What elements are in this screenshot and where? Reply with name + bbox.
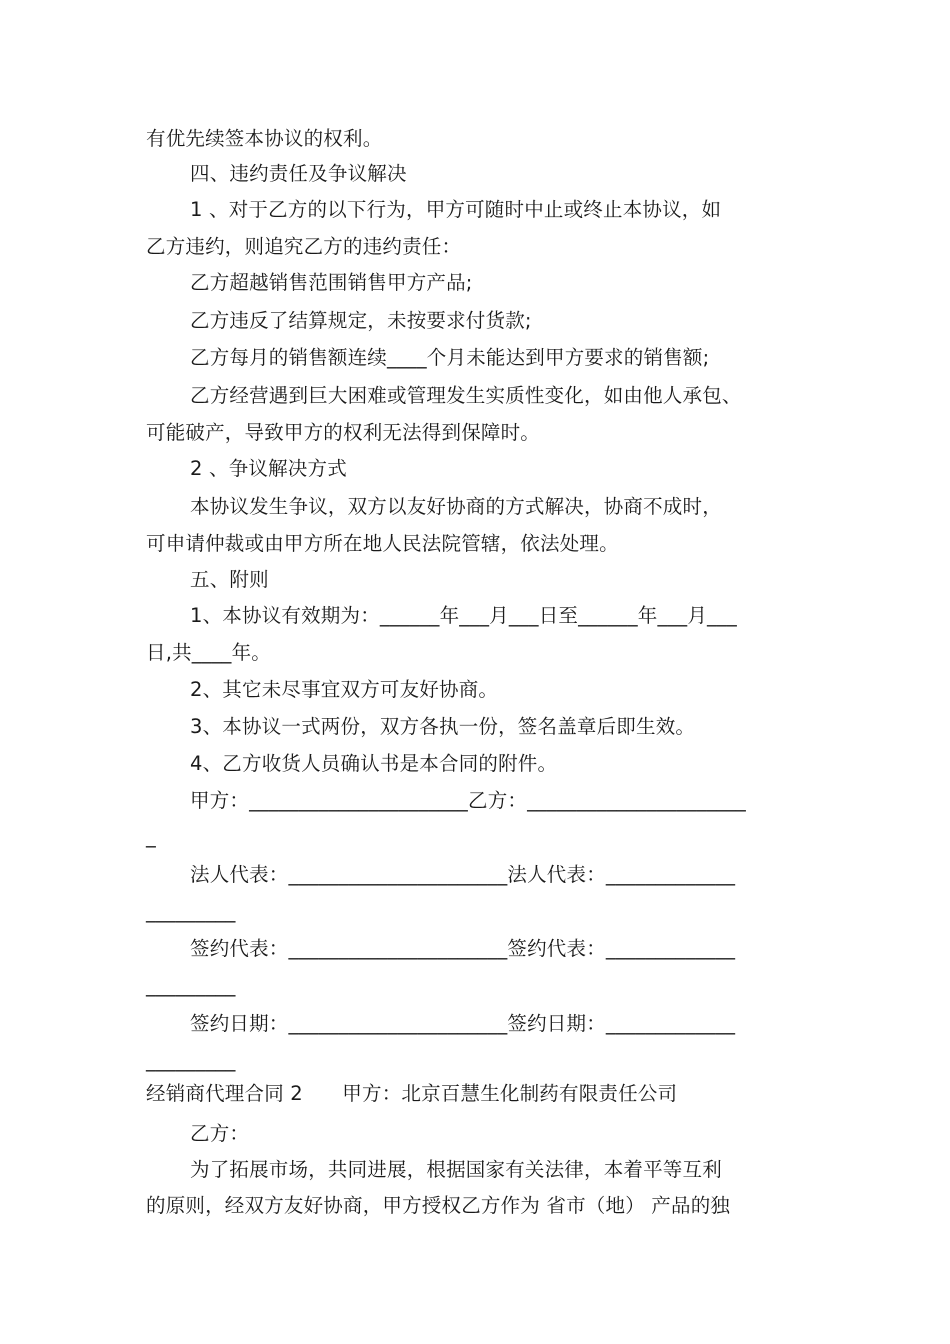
section-heading: 五、附则 bbox=[190, 568, 269, 591]
text-line: 的原则，经双方友好协商，甲方授权乙方作为 省市（地） 产品的独 bbox=[146, 1194, 731, 1217]
text-line: 1、本协议有效期为：______年___月___日至______年___月___ bbox=[190, 604, 737, 627]
text-line: 日,共____年。 bbox=[146, 641, 271, 664]
text-line: 乙方违约，则追究乙方的违约责任： bbox=[146, 235, 462, 258]
text-line: 1 、对于乙方的以下行为，甲方可随时中止或终止本协议，如 bbox=[190, 198, 722, 221]
section-heading: 2 、争议解决方式 bbox=[190, 457, 347, 480]
signature-line-continuation: _ bbox=[146, 825, 156, 848]
text-line: 3、本协议一式两份，双方各执一份，签名盖章后即生效。 bbox=[190, 715, 696, 738]
signature-line-continuation: _________ bbox=[146, 900, 236, 923]
text-line: 4、乙方收货人员确认书是本合同的附件。 bbox=[190, 752, 558, 775]
signature-line-signing-date: 签约日期：______________________签约日期：_____________ bbox=[190, 1012, 736, 1035]
text-line: 2、其它未尽事宜双方可友好协商。 bbox=[190, 678, 499, 701]
signature-line-continuation: _________ bbox=[146, 974, 236, 997]
text-line: 本协议发生争议，双方以友好协商的方式解决，协商不成时， bbox=[190, 495, 722, 518]
text-line: 可能破产，导致甲方的权利无法得到保障时。 bbox=[146, 421, 541, 444]
section-heading: 四、违约责任及争议解决 bbox=[190, 162, 407, 185]
signature-line-signing-rep: 签约代表：______________________签约代表：_____________ bbox=[190, 937, 736, 960]
text-line: 乙方经营遇到巨大困难或管理发生实质性变化，如由他人承包、 bbox=[190, 384, 742, 407]
text-line: 有优先续签本协议的权利。 bbox=[146, 127, 383, 150]
text-line: 为了拓展市场，共同进展，根据国家有关法律，本着平等互利 bbox=[190, 1158, 722, 1181]
text-line: 乙方违反了结算规定，未按要求付货款; bbox=[190, 309, 532, 332]
text-line: 乙方超越销售范围销售甲方产品; bbox=[190, 271, 473, 294]
signature-line-parties: 甲方：______________________乙方：______________________ bbox=[190, 789, 746, 812]
signature-line-legal-rep: 法人代表：______________________法人代表：_____________ bbox=[190, 863, 736, 886]
text-line: 乙方每月的销售额连续____个月未能达到甲方要求的销售额; bbox=[190, 346, 710, 369]
text-line: 可申请仲裁或由甲方所在地人民法院管辖，依法处理。 bbox=[146, 532, 619, 555]
text-line: 乙方： bbox=[190, 1122, 250, 1145]
contract-title-line: 经销商代理合同 2 甲方：北京百慧生化制药有限责任公司 bbox=[146, 1082, 678, 1105]
signature-line-continuation: _________ bbox=[146, 1049, 236, 1072]
